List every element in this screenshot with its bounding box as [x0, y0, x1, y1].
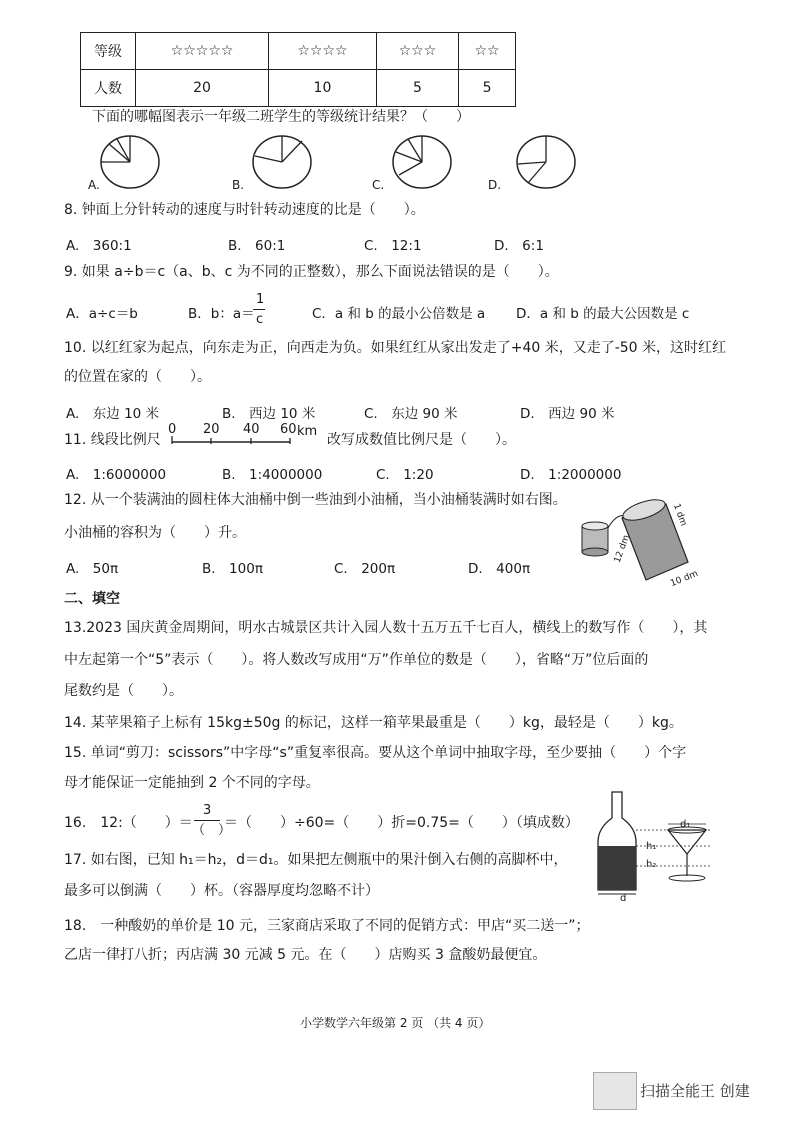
pie-chart-b [250, 134, 314, 190]
q11-pre: 11. 线段比例尺 [64, 432, 161, 448]
option-a: A. 360:1 [66, 238, 132, 254]
q10-line2: 的位置在家的（ ）。 [64, 369, 211, 385]
option-b: B．b：a＝ [188, 306, 255, 322]
q13-line1: 13.2023 国庆黄金周期间，明水古城景区共计入园人数十五万五千七百人，横线上的数写作（ ），其 [64, 620, 708, 636]
option-b: B. 60:1 [228, 238, 286, 254]
bottle-goblet-figure [592, 790, 722, 900]
fraction-bar [194, 820, 220, 821]
option-d: D. 400π [468, 561, 531, 577]
q12-line2: 小油桶的容积为（ ）升。 [64, 525, 246, 541]
q18-line1: 18. 一种酸奶的单价是 10 元，三家商店采取了不同的促销方式：甲店“买二送一”； [64, 918, 590, 934]
fraction-bar [253, 309, 265, 310]
fraction-numerator: 3 [203, 803, 212, 818]
q13-line2: 中左起第一个“5”表示（ ）。将人数改写成用“万”作单位的数是（ ），省略“万”位后面的 [64, 652, 649, 668]
table-cell: ☆☆ [459, 33, 516, 70]
q16-pre: 16. 12:（ ）＝ [64, 815, 193, 831]
fig-label: 10 dm [669, 568, 700, 590]
q18-line2: 乙店一律打八折；丙店满 30 元减 5 元。在（ ）店购买 3 盒酸奶最便宜。 [64, 947, 547, 963]
table-header-grade: 等级 [81, 33, 136, 70]
fig-label: 12 dm [612, 533, 633, 565]
option-d: D．a 和 b 的最大公因数是 c [516, 306, 690, 322]
table-cell: ☆☆☆☆☆ [136, 33, 269, 70]
table-row [81, 33, 516, 70]
fraction-numerator: 1 [256, 292, 265, 307]
table-cell: 5 [459, 70, 516, 107]
fig-label: d [620, 893, 627, 904]
fig-label: 1 dm [670, 502, 689, 528]
scale-tick: 40 [243, 422, 260, 437]
page-footer: 小学数学六年级第 2 页 （共 4 页） [300, 1016, 491, 1030]
q9-text: 9. 如果 a÷b＝c（a、b、c 为不同的正整数），那么下面说法错误的是（ ）。 [64, 264, 559, 280]
table-row [81, 70, 516, 107]
option-a: A. 东边 10 米 [66, 406, 160, 422]
section-title: 二、填空 [64, 591, 120, 607]
q15-line2: 母才能保证一定能抽到 2 个不同的字母。 [64, 775, 320, 791]
fig-label: h₁ [646, 841, 657, 852]
table-cell: ☆☆☆☆ [269, 33, 377, 70]
option-b: B. 西边 10 米 [222, 406, 316, 422]
table-cell: 10 [269, 70, 377, 107]
option-c: C. 12:1 [364, 238, 422, 254]
grade-table [80, 32, 516, 107]
option-c: C. 1:20 [376, 467, 434, 483]
q11-post: 改写成数值比例尺是（ ）。 [327, 432, 516, 448]
option-label-b: B. [232, 178, 245, 192]
q17-line2: 最多可以倒满（ ）杯。（容器厚度均忽略不计） [64, 883, 379, 899]
option-a: A. 50π [66, 561, 119, 577]
option-a: A．a÷c＝b [66, 306, 138, 322]
q15-line1: 15. 单词“剪刀：scissors”中字母“s”重复率很高。要从这个单词中抽取字母，至少要抽（ ）个字 [64, 745, 687, 761]
scale-tick: 60 [280, 422, 297, 437]
q16-post: ＝（ ）÷60=（ ）折=0.75=（ ）（填成数） [224, 815, 579, 831]
scale-unit: km [297, 424, 318, 439]
q10-line1: 10. 以红红家为起点，向东走为正，向西走为负。如果红红从家出发走了+40 米，又走了-50 米，这时红红 [64, 340, 727, 356]
table-cell: ☆☆☆ [376, 33, 458, 70]
q7-text: 下面的哪幅图表示一年级二班学生的等级统计结果？（ ） [92, 109, 470, 125]
fraction-denominator: （ ） [192, 823, 232, 838]
option-c: C．a 和 b 的最小公倍数是 a [312, 306, 486, 322]
option-b: B. 100π [202, 561, 263, 577]
option-d: D. 西边 90 米 [520, 406, 615, 422]
fraction-denominator: c [256, 312, 264, 327]
option-b: B. 1:4000000 [222, 467, 323, 483]
option-label-c: C. [372, 178, 385, 192]
fig-label: d₁ [680, 819, 691, 830]
table-header-count: 人数 [81, 70, 136, 107]
watermark-text: 扫描全能王 创建 [640, 1082, 750, 1100]
option-label-a: A. [88, 178, 100, 192]
scale-tick: 0 [168, 422, 177, 437]
option-d: D. 6:1 [494, 238, 544, 254]
option-c: C. 东边 90 米 [364, 406, 458, 422]
pie-chart-d [514, 134, 578, 190]
q17-line1: 17. 如右图，已知 h₁＝h₂，d＝d₁。如果把左侧瓶中的果汁倒入右侧的高脚杯中， [64, 852, 568, 868]
pie-chart-a [98, 134, 162, 190]
option-d: D. 1:2000000 [520, 467, 622, 483]
fig-label: h₂ [646, 859, 657, 870]
option-c: C. 200π [334, 561, 396, 577]
scale-tick: 20 [203, 422, 220, 437]
table-cell: 20 [136, 70, 269, 107]
q8-text: 8. 钟面上分针转动的速度与时针转动速度的比是（ ）。 [64, 202, 425, 218]
qr-code-logo [593, 1072, 637, 1110]
q14-text: 14. 某苹果箱子上标有 15kg±50g 的标记，这样一箱苹果最重是（ ）kg，最轻是（ ）kg。 [64, 715, 683, 731]
q12-line1: 12. 从一个装满油的圆柱体大油桶中倒一些油到小油桶，当小油桶装满时如右图。 [64, 492, 567, 508]
option-label-d: D. [488, 178, 502, 192]
option-a: A. 1:6000000 [66, 467, 167, 483]
table-cell: 5 [376, 70, 458, 107]
q13-line3: 尾数约是（ ）。 [64, 683, 183, 699]
pie-chart-c [390, 134, 454, 190]
